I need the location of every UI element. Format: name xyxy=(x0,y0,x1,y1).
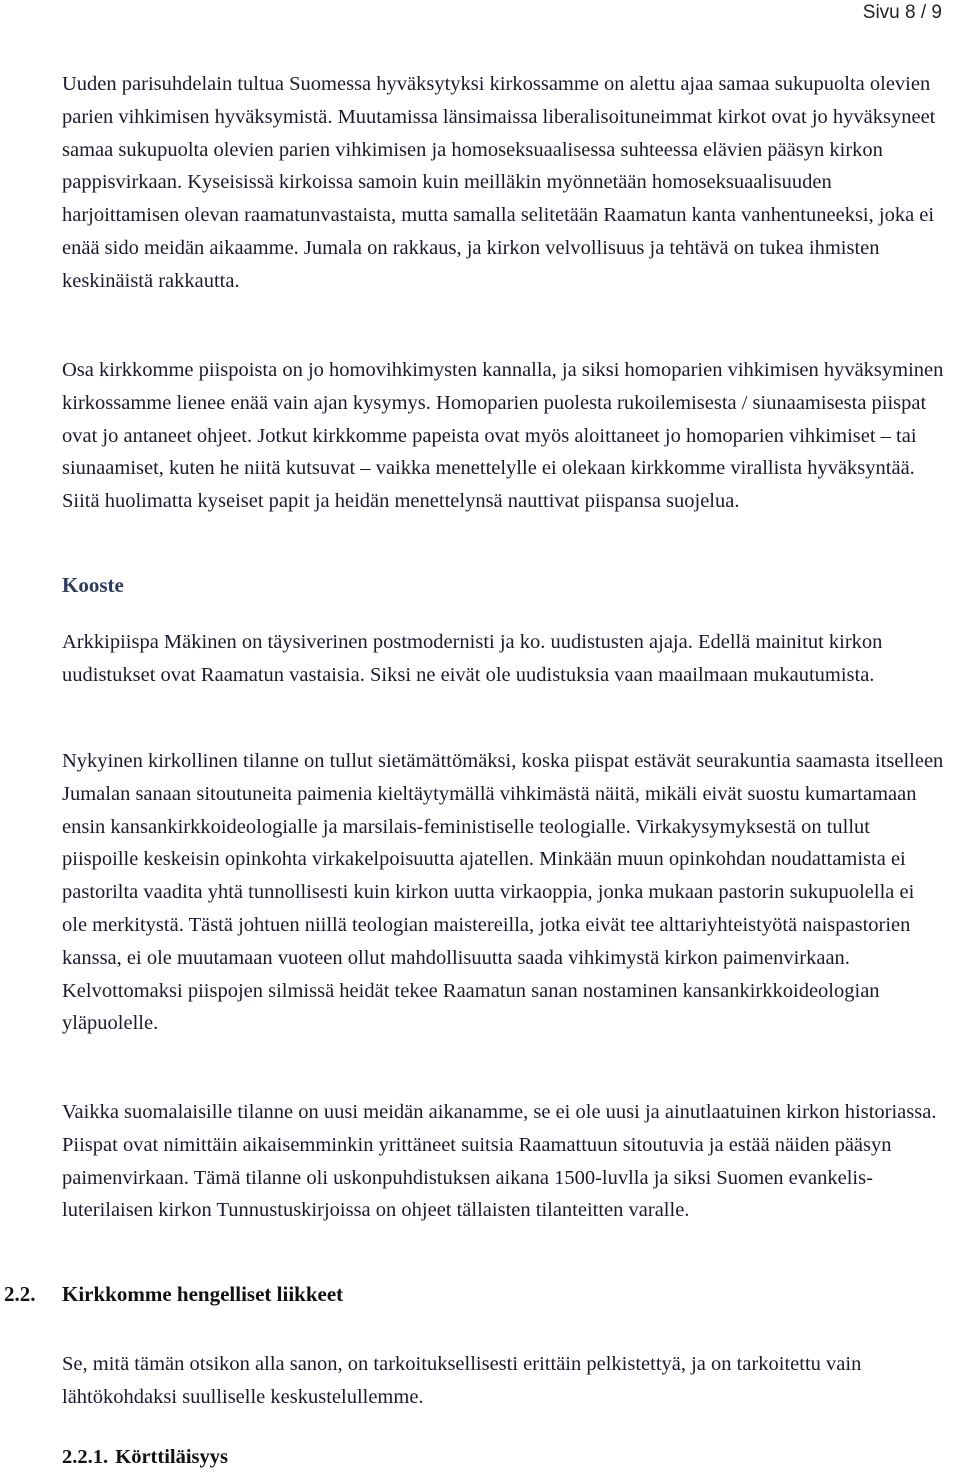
paragraph-kooste-summary: Arkkipiispa Mäkinen on täysiverinen postmodernisti ja ko. uudistusten ajaja. Edellä mainitut kirkon uudistukset ovat Raamatun vastaisia. Siksi ne eivät ole uudistuksia vaan maailmaan mukautumista. xyxy=(62,631,883,686)
paragraph-current-situation: Nykyinen kirkollinen tilanne on tullut sietämättömäksi, koska piispat estävät seurakuntia saamasta itselleen Jumalan sanaan sitoutuneita paimenia kieltäytymällä vihkimästä näitä, mikäli eivät suostu kumartamaan ensin kansankirkkoideologialle ja marsilais-feministiselle teologialle. Virkakysymyksestä on tullut piispoille keskeisin opinkohta virkakelpoisuutta ajatellen. Minkään muun opinkohdan noudattamista ei pastorilta vaadita yhtä tunnollisesti kuin kirkon uutta virkaoppia, jonka mukaan pastorin sukupuolella ei ole merkitystä. Tästä johtuen niillä teologian maistereilla, jotka eivät tee alttariyhteistyötä naispastorien kanssa, ei ole muutamaan vuoteen ollut mahdollisuutta saada vihkimystä kirkon paimenvirkaan. Kelvottomaksi piispojen silmissä heidät tekee Raamatun sanan nostaminen kansankirkkoideologian yläpuolelle. xyxy=(62,750,944,1035)
heading-kooste: Kooste xyxy=(62,573,124,597)
paragraph-history: Vaikka suomalaisille tilanne on uusi meidän aikanamme, se ei ole uusi ja ainutlaatuinen kirkon historiassa. Piispat ovat nimittäin aikaisemminkin yrittäneet suitsia Raamattuun sitoutuvia ja estää näiden pääsyn paimenvirkaan. Tämä tilanne oli uskonpuhdistuksen aikana 1500-luvlla ja siksi Suomen evankelis-luterilaisen kirkon Tunnustuskirjoissa on ohjeet tällaisten tilanteitten varalle. xyxy=(62,1101,937,1222)
subsection-heading xyxy=(62,1446,228,1469)
subsection-number: 2.2.1. xyxy=(62,1446,109,1468)
page-number: Sivu 8 / 9 xyxy=(862,2,942,23)
paragraph-marriage-law: Uuden parisuhdelain tultua Suomessa hyväksytyksi kirkossamme on alettu ajaa samaa sukupuolta olevien parien vihkimisen hyväksymistä. Muutamissa länsimaissa liberalisoituneimmat kirkot ovat jo hyväksyneet samaa sukupuolta olevien parien vihkimisen ja homoseksuaalisessa suhteessa elävien pääsyn kirkon pappisvirkaan. Kyseisissä kirkoissa samoin kuin meilläkin myönnetään homoseksuaalisuuden harjoittamisen olevan raamatunvastaista, mutta samalla selitetään Raamatun kanta vanhentuneeksi, joka ei enää sido meidän aikaamme. Jumala on rakkaus, ja kirkon velvollisuus ja tehtävä on tukea ihmisten keskinäistä rakkautta. xyxy=(62,73,936,292)
section-title: Kirkkomme hengelliset liikkeet xyxy=(62,1282,344,1306)
subsection-title: Körttiläisyys xyxy=(115,1446,228,1468)
section-number: 2.2. xyxy=(4,1282,36,1306)
section-intro-paragraph: Se, mitä tämän otsikon alla sanon, on tarkoituksellisesti erittäin pelkistettyä, ja on tarkoitettu vain lähtökohdaksi suulliselle keskustelullemme. xyxy=(62,1353,862,1408)
paragraph-bishops-stance: Osa kirkkomme piispoista on jo homovihkimysten kannalla, ja siksi homoparien vihkimisen hyväksyminen kirkossamme lienee enää vain ajan kysymys. Homoparien puolesta rukoilemisesta / siunaamisesta piispat ovat jo antaneet ohjeet. Jotkut kirkkomme papeista ovat myös aloittaneet jo homoparien vihkimiset – tai siunaamiset, kuten he niitä kutsuvat – vaikka menettelylle ei olekaan kirkkomme virallista hyväksyntää. Siitä huolimatta kyseiset papit ja heidän menettelynsä nauttivat piispansa suojelua. xyxy=(62,359,944,513)
